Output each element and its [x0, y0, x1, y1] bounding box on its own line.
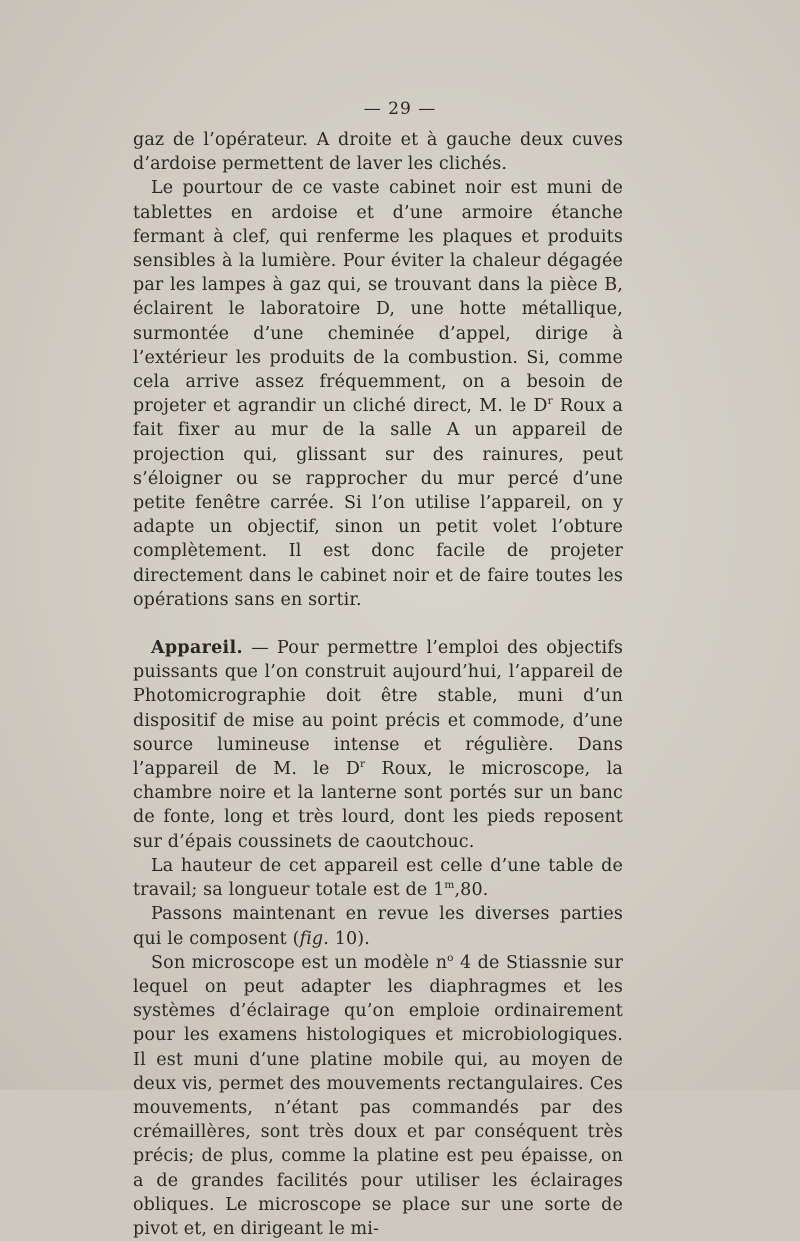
paragraph-6-text-b: 4 de Stiassnie sur lequel on peut adapter les diaphragmes et les systèmes d’éclairage qu’on emploie ordinairement pour les examens histologiques et microbiologiques. Il est muni d’une platine mobile qui, au moyen de deux vis, permet des mouvements rectangulaires. Ces mouvements, n’étant pas commandés par des crémaillères, sont très doux et par conséquent très précis; de plus, comme la platine est peu épaisse, on a de grandes facilités pour utiliser les éclairages obliques. Le microscope se place sur une sorte de pivot et, en dirigeant le mi-: [133, 952, 623, 1239]
paragraph-1: [133, 128, 623, 176]
paragraph-2: [133, 176, 623, 612]
figure-reference: fig.: [299, 928, 330, 949]
paragraph-4-text-b: ,80.: [454, 880, 489, 901]
paragraph-5-text-b: 10).: [329, 928, 370, 949]
paragraph-5-text-a: Passons maintenant en revue les diverses parties qui le composent (: [133, 904, 623, 949]
paragraph-5: [133, 902, 623, 950]
doctor-superscript: r: [360, 758, 366, 771]
paragraph-3-text-b: Roux, le microscope, la chambre noire et la lanterne sont portés sur un banc de fonte, long et très lourd, dont les pieds reposent sur d’épais coussinets de caoutchouc.: [133, 759, 623, 852]
body-text: [133, 128, 623, 1241]
paragraph-4-text-a: La hauteur de cet appareil est celle d’une table de travail; sa longueur totale est de 1: [133, 855, 623, 901]
section-gap: [133, 612, 623, 636]
paragraph-2-text-a: Le pourtour de ce vaste cabinet noir est muni de tablettes en ardoise et d’une armoire étanche fermant à clef, qui renferme les plaques et produits sensibles à la lumière. Pour éviter la chaleur dégagée par les lampes à gaz qui, se trouvant dans la pièce B, éclairent le laboratoire D, une hotte métallique, surmontée d’une cheminée d’appel, dirige à l’extérieur les produits de la combustion. Si, comme cela arrive assez fréquemment, on a besoin de projeter et agrandir un cliché direct, M. le D: [133, 178, 623, 417]
page-number: — 29 —: [363, 99, 437, 119]
paragraph-6: [133, 951, 623, 1241]
paragraph-4: [133, 854, 623, 902]
paragraph-3-text-a: — Pour permettre l’emploi des objectifs puissants que l’on construit aujourd’hui, l’appareil de Photomicrographie doit être stable, muni d’un dispositif de mise au point précis et commode, d’une source lumineuse intense et régulière. Dans l’appareil de M. le D: [133, 638, 623, 780]
paragraph-6-text-a: Son microscope est un modèle n: [151, 952, 448, 973]
doctor-superscript: r: [547, 395, 553, 408]
section-heading-appareil: Appareil.: [151, 638, 243, 659]
meter-superscript: m: [444, 879, 455, 892]
numero-superscript: o: [447, 951, 454, 964]
paragraph-3: [133, 636, 623, 854]
paragraph-1-text: gaz de l’opérateur. A droite et à gauche deux cuves d’ardoise permettent de laver les clichés.: [133, 130, 623, 175]
paragraph-2-text-b: Roux a fait fixer au mur de la salle A un appareil de projection qui, glissant sur des rainures, peut s’éloigner ou se rapprocher du mur percé d’une petite fenêtre carrée. Si l’on utilise l’appareil, on y adapte un objectif, sinon un petit volet l’obture complètement. Il est donc facile de projeter directement dans le cabinet noir et de faire toutes les opérations sans en sortir.: [133, 396, 623, 610]
